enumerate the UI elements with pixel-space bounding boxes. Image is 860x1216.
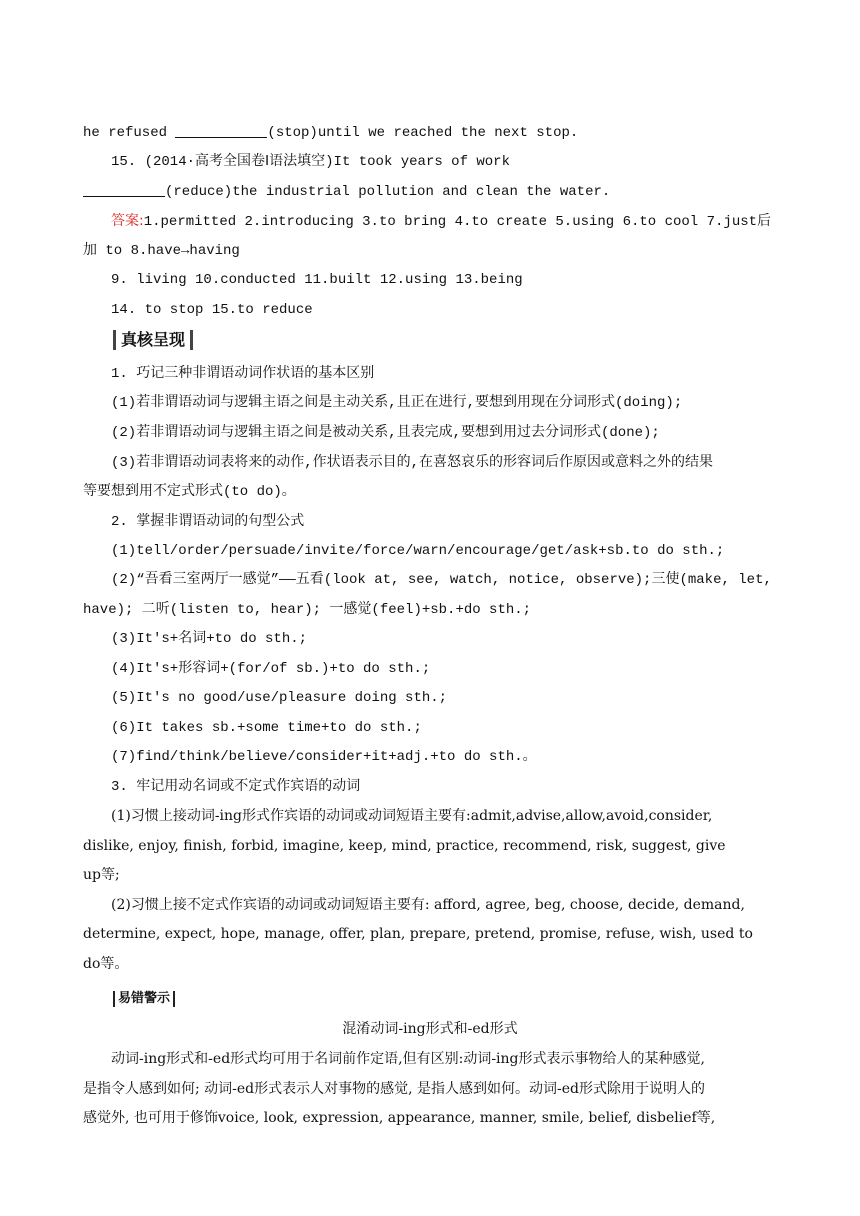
point-3-2-line1: (2)习惯上接不定式作宾语的动词或动词短语主要有: afford, agree, beg, choose, decide, demand, bbox=[111, 897, 745, 913]
point-1-c-line2: 等要想到用不定式形式(to do)。 bbox=[83, 484, 296, 500]
section-heading-core: 真核呈现 bbox=[113, 330, 193, 350]
question-15-line-2 bbox=[83, 182, 783, 202]
section-2-line1: 动词-ing形式和-ed形式均可用于名词前作定语,但有区别:动词-ing形式表示事物给人的某种感觉, bbox=[111, 1051, 705, 1067]
answers-text-1: 1.permitted 2.introducing 3.to bring 4.to create 5.using 6.to cool 7.just后 bbox=[143, 214, 772, 230]
question-15-line: 15. (2014·高考全国卷Ⅰ语法填空)It took years of work bbox=[111, 154, 510, 170]
point-2-7: (7)find/think/believe/consider+it+adj.+to do sth.。 bbox=[111, 749, 537, 765]
section-heading-mistakes: 易错警示 bbox=[113, 991, 175, 1007]
point-2-4: (4)It's+形容词+(for/of sb.)+to do sth.; bbox=[111, 661, 431, 677]
point-2-5: (5)It's no good/use/pleasure doing sth.; bbox=[111, 690, 448, 706]
point-3-1-line2: dislike, enjoy, finish, forbid, imagine, keep, mind, practice, recommend, risk, suggest, give bbox=[83, 838, 726, 854]
q14-answer-blank[interactable] bbox=[175, 123, 267, 138]
question-14-line bbox=[83, 123, 783, 143]
answers-line-3: 9. living 10.conducted 11.built 12.using 13.being bbox=[111, 272, 523, 288]
point-2-1: (1)tell/order/persuade/invite/force/warn/encourage/get/ask+sb.to do sth.; bbox=[111, 543, 725, 559]
q14-text-before: he refused bbox=[83, 125, 168, 141]
point-3-1-line3: up等; bbox=[83, 867, 120, 883]
section-2-title: 混淆动词-ing形式和-ed形式 bbox=[342, 1021, 518, 1037]
point-1-title: 1. 巧记三种非谓语动词作状语的基本区别 bbox=[111, 366, 375, 382]
point-3-2-line3: do等。 bbox=[83, 956, 129, 972]
point-2-2-line1: (2)“吾看三室两厅一感觉”——五看(look at, see, watch, notice, observe);三使(make, let, bbox=[111, 572, 772, 588]
point-3-title: 3. 牢记用动名词或不定式作宾语的动词 bbox=[111, 779, 361, 795]
point-3-1-line1: (1)习惯上接动词-ing形式作宾语的动词或动词短语主要有:admit,advise,allow,avoid,consider, bbox=[111, 808, 713, 824]
point-1-b: (2)若非谓语动词与逻辑主语之间是被动关系,且表完成,要想到用过去分词形式(done); bbox=[111, 425, 660, 441]
point-1-c-line1: (3)若非谓语动词表将来的动作,作状语表示目的,在喜怒哀乐的形容词后作原因或意料之外的结果 bbox=[111, 455, 714, 471]
point-2-3: (3)It's+名词+to do sth.; bbox=[111, 631, 308, 647]
section-2-line2: 是指令人感到如何; 动词-ed形式表示人对事物的感觉, 是指人感到如何。动词-ed形式除用于说明人的 bbox=[83, 1081, 706, 1097]
answers-line-2: 加 to 8.have→having bbox=[83, 243, 240, 259]
point-2-title: 2. 掌握非谓语动词的句型公式 bbox=[111, 514, 305, 530]
point-1-a: (1)若非谓语动词与逻辑主语之间是主动关系,且正在进行,要想到用现在分词形式(doing); bbox=[111, 395, 683, 411]
q15-text-after: (reduce)the industrial pollution and clean the water. bbox=[165, 184, 611, 200]
q15-answer-blank[interactable] bbox=[83, 182, 165, 197]
section-2-line3: 感觉外, 也可用于修饰voice, look, expression, appearance, manner, smile, belief, disbelief等, bbox=[83, 1110, 716, 1126]
answers-label: 答案: bbox=[111, 213, 144, 229]
point-2-6: (6)It takes sb.+some time+to do sth.; bbox=[111, 720, 422, 736]
point-2-2-line2: have); 二听(listen to, hear); 一感觉(feel)+sb.+do sth.; bbox=[83, 602, 532, 618]
answers-line-1 bbox=[111, 211, 811, 232]
answers-line-4: 14. to stop 15.to reduce bbox=[111, 302, 313, 318]
point-3-2-line2: determine, expect, hope, manage, offer, plan, prepare, pretend, promise, refuse, wish, used to bbox=[83, 926, 753, 942]
q14-text-after: (stop)until we reached the next stop. bbox=[267, 125, 579, 141]
